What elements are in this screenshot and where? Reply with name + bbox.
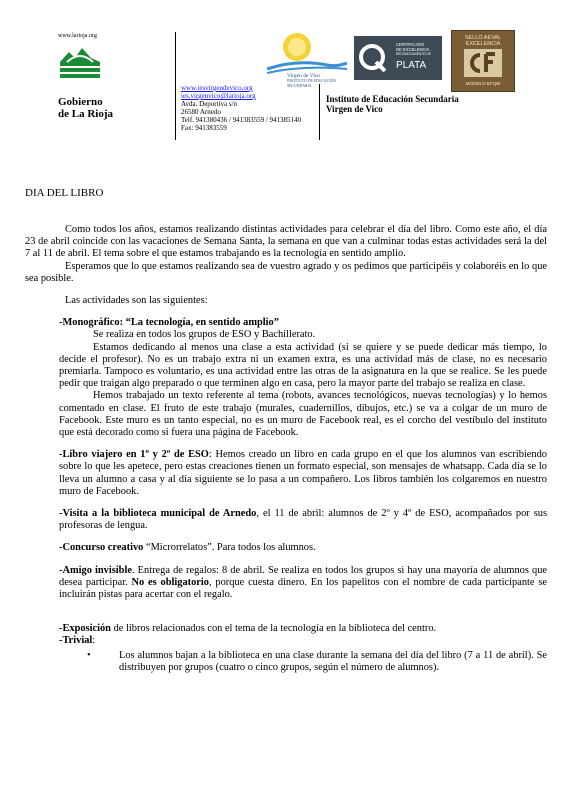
school-email-link[interactable]: ies.virgenvico@larioja.org bbox=[181, 92, 256, 100]
seal-footer: MODELO EFQM bbox=[465, 81, 501, 86]
fax: Fax: 941383559 bbox=[181, 124, 227, 132]
seal-title bbox=[452, 35, 514, 47]
school-website-link[interactable]: www.iesvirgendevico.org bbox=[181, 84, 253, 92]
institute-name bbox=[326, 94, 459, 114]
phones: Telf. 941380436 / 941383559 / 941385140 bbox=[181, 116, 302, 124]
gov-line-1: Gobierno bbox=[58, 96, 103, 108]
amigo-invisible-paragraph bbox=[25, 565, 547, 602]
government-name bbox=[58, 96, 113, 120]
visita-paragraph bbox=[25, 508, 547, 532]
trivial-title: -Trivial bbox=[59, 635, 93, 647]
concurso-title: -Concurso creativo bbox=[59, 542, 144, 554]
monografico-title: -Monográfico: “La tecnología, en sentido amplio” bbox=[59, 317, 279, 329]
monografico-paragraph-3: Hemos trabajado un texto referente al tema (robots, avances tecnológicos, nuevas tecnologías) y lo hemos comentado en clase. El fruto de este trabajo (murales, cuadernillos, dibujos, etc.) se va a colgar de un muro de Facebook. Este muro es un tanto especial, no es un muro de Facebook real, es el corcho del vestíbulo del instituto que está decorado como si fuera una página de Facebook. bbox=[59, 390, 547, 439]
divider-2 bbox=[319, 84, 320, 140]
trivial-heading bbox=[25, 635, 547, 647]
bullet-icon: • bbox=[87, 649, 91, 661]
cf-symbol-icon bbox=[464, 49, 502, 77]
school-logo-name: Virgen de Vico bbox=[287, 73, 321, 79]
cert-level: PLATA bbox=[396, 60, 427, 71]
seal-line-2: EXCELENCIA bbox=[465, 41, 501, 47]
institute-line-2: Virgen de Vico bbox=[326, 104, 383, 114]
visita-text: , el 11 de abril: alumnos de 2º y 4º de ESO, acompañados por sus profesoras de lengua. bbox=[59, 508, 548, 532]
sun-icon bbox=[267, 29, 347, 75]
trivial-colon: : bbox=[92, 635, 96, 647]
institute-line-1: Instituto de Educación Secundaria bbox=[326, 94, 459, 104]
trivial-list-item bbox=[25, 650, 547, 674]
libro-viajero-text: : Hemos creado un libro en cada grupo en el que los alumnos van escribiendo sobre lo que les apetece, pero estas creaciones tienen un formato especial, son mensajes de whatsapp. Cada día se lo lleva un alumno a casa y al día siguiente se lo pasa a un compañero. Los libros también los colgaremos en nuestro muro de Facebook. bbox=[59, 449, 547, 497]
intro-paragraph-2: Esperamos que lo que estamos realizando sea de vuestro agrado y os pedimos que participéis y colaboréis en lo que sea posible. bbox=[25, 260, 547, 284]
efqm-seal-badge bbox=[451, 30, 515, 92]
cert-line-3: RECONOCIMIENTO DE bbox=[396, 52, 431, 56]
exposicion-paragraph bbox=[25, 623, 547, 635]
exposicion-title: -Exposición bbox=[59, 623, 111, 635]
libro-viajero-title: -Libro viajero en 1º y 2º de ESO bbox=[59, 449, 209, 461]
amigo-title: -Amigo invisible bbox=[59, 564, 132, 576]
cert-text bbox=[396, 42, 431, 57]
document-title: DIA DEL LIBRO bbox=[25, 187, 104, 199]
cert-line-1: CERTIFICADO bbox=[396, 42, 425, 47]
amigo-bold: No es obligatorio bbox=[131, 576, 209, 588]
seal-line-1: SELLO AEVAL bbox=[464, 35, 502, 41]
q-letter-icon bbox=[354, 36, 394, 80]
monografico-line-1: Se realiza en todos los grupos de ESO y Bachillerato. bbox=[93, 329, 316, 341]
concurso-text: “Microrrelatos”. Para todos los alumnos. bbox=[143, 542, 316, 554]
address: Avda. Deportiva s/n bbox=[181, 100, 238, 108]
amigo-text-1: . Entrega de regalos: 8 de abril. Se realiza en todos los grupos si hay una mayoría de alumnos que desea participar. bbox=[59, 564, 547, 588]
monografico-heading bbox=[25, 317, 547, 329]
school-logo-subtitle: INSTITUTO DE EDUCACIÓN SECUNDARIA bbox=[287, 79, 337, 88]
exposicion-text: de libros relacionados con el tema de la tecnología en la biblioteca del centro. bbox=[110, 623, 437, 635]
gov-line-2: de La Rioja bbox=[58, 108, 113, 120]
quality-certificate-badge bbox=[354, 36, 442, 80]
activities-intro: Las actividades son las siguientes: bbox=[65, 295, 208, 307]
city: 26580 Arnedo bbox=[181, 108, 221, 116]
cert-line-2: DE EXCELENCIA bbox=[396, 47, 430, 52]
document-body bbox=[25, 224, 547, 674]
monografico-paragraph-2: Estamos dedicando al menos una clase a esta actividad (si se quiere y se puede dedicar más tiempo, lo decide el profesor). No es un trabajo extra ni un examen extra, es una actividad más de clase, no es necesario premiarla. Tampoco es voluntario, es una actividad entre las otras de la asignatura en la que se realice. Se les puede pedir que traigan algo preparado o que terminen algo en casa, pero la mayor parte del trabajo se realiza en clase. bbox=[59, 341, 547, 390]
efqm-mark-icon bbox=[464, 49, 502, 77]
visita-title: -Visita a la biblioteca municipal de Arnedo bbox=[59, 508, 257, 520]
concurso-paragraph bbox=[25, 542, 547, 554]
rioja-coat-logo bbox=[57, 44, 103, 82]
rioja-website: www.larioja.org bbox=[58, 33, 97, 39]
trivial-item-text: Los alumnos bajan a la biblioteca en una clase durante la semana del día del libro (7 a 11 de abril). Se distribuyen por grupos (cuatro o cinco grupos, según el número de alumnos). bbox=[119, 649, 547, 673]
libro-viajero-paragraph bbox=[25, 449, 547, 498]
school-logo bbox=[267, 29, 347, 91]
divider bbox=[175, 32, 176, 140]
amigo-text-2: , porque cuesta dinero. En los papelitos con el nombre de cada participante se incluirán pistas para acertar con el regalo. bbox=[59, 576, 547, 601]
contact-block bbox=[181, 84, 321, 132]
intro-paragraph-1: Como todos los años, estamos realizando distintas actividades para celebrar el día del libro. Como este año, el día 23 de abril coincide con las vacaciones de Semana Santa, la semana en que van a culminar todas estas actividades será la del 7 al 11 de abril. El tema sobre el que estamos trabajando es la tecnología en sentido amplio. bbox=[25, 224, 547, 260]
